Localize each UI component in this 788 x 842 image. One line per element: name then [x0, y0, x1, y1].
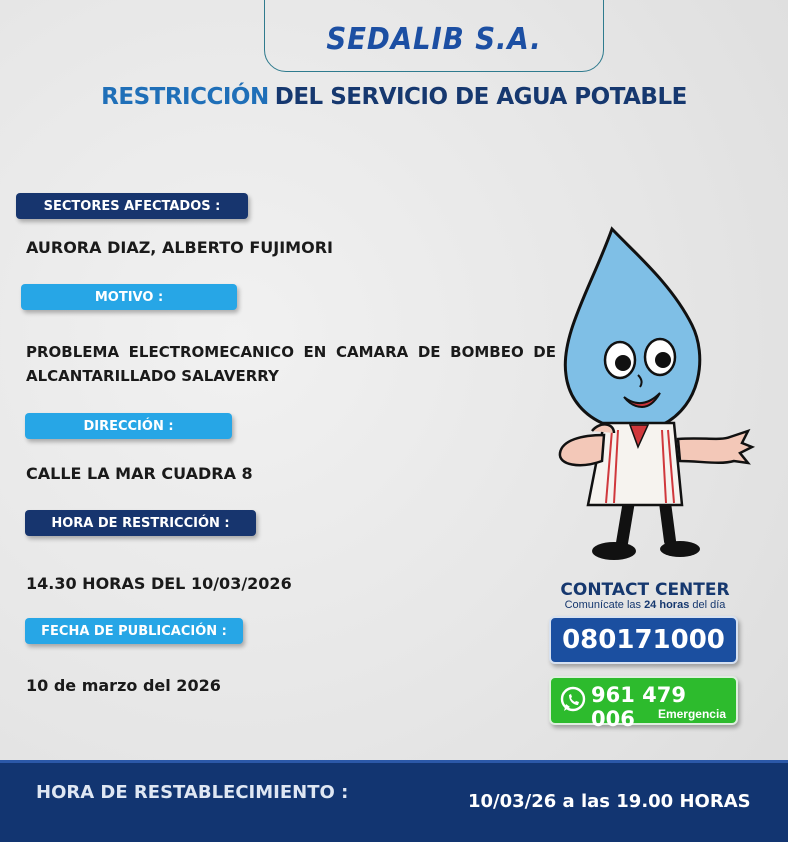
motivo-label: MOTIVO :	[21, 284, 237, 310]
company-logo: SEDALIB S.A.	[326, 22, 542, 57]
hora-label: HORA DE RESTRICCIÓN :	[25, 510, 256, 536]
footer-bar	[0, 760, 788, 842]
emergency-label: Emergencia	[657, 707, 726, 721]
contact-center-subtitle	[551, 599, 739, 611]
whatsapp-number: 961 479 006	[591, 683, 686, 731]
hora-value: 14.30 HORAS DEL 10/03/2026	[26, 574, 292, 593]
subtitle-suffix: del día	[689, 599, 726, 611]
sectores-label: SECTORES AFECTADOS :	[16, 193, 248, 219]
restore-time-value: 10/03/26 a las 19.00 HORAS	[468, 791, 751, 812]
fecha-value: 10 de marzo del 2026	[26, 676, 221, 695]
direccion-value: CALLE LA MAR CUADRA 8	[26, 464, 253, 483]
subtitle-prefix: Comunícate las	[564, 599, 645, 611]
page-title	[0, 84, 788, 110]
title-rest: DEL SERVICIO DE AGUA POTABLE	[274, 84, 687, 110]
subtitle-bold: 24 horas	[644, 599, 690, 611]
restore-time-label: HORA DE RESTABLECIMIENTO :	[36, 782, 349, 803]
motivo-value: PROBLEMA ELECTROMECANICO EN CAMARA DE BOMBEO DE ALCANTARILLADO SALAVERRY	[26, 343, 556, 385]
whatsapp-icon	[559, 686, 587, 714]
direccion-label: DIRECCIÓN :	[25, 413, 232, 439]
water-drop-mascot-icon	[552, 225, 762, 570]
contact-center-title: CONTACT CENTER	[560, 580, 730, 600]
logo-frame	[264, 0, 604, 72]
title-highlight: RESTRICCIÓN	[101, 84, 269, 110]
sectores-value: AURORA DIAZ, ALBERTO FUJIMORI	[26, 238, 333, 257]
phone-number-button[interactable]: 080171000	[549, 616, 738, 664]
whatsapp-emergency-button[interactable]	[549, 676, 738, 731]
fecha-label: FECHA DE PUBLICACIÓN :	[25, 618, 243, 644]
